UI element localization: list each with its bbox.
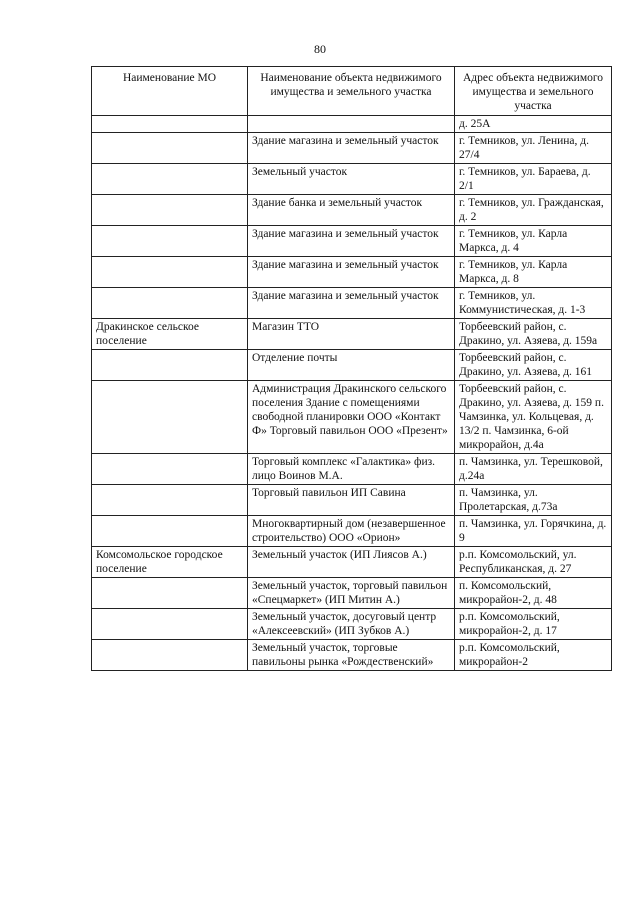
cell-mo (92, 195, 248, 226)
cell-object: Администрация Дракинского сельского поселения Здание с помещениями свободной планировки ООО «Контакт Ф» Торговый павильон ООО «Презент» (248, 381, 455, 454)
cell-address: Торбеевский район, с. Дракино, ул. Азяева, д. 161 (455, 350, 612, 381)
header-address: Адрес объекта недвижимого имущества и земельного участка (455, 67, 612, 116)
cell-mo (92, 288, 248, 319)
cell-object: Здание банка и земельный участок (248, 195, 455, 226)
cell-object: Земельный участок (ИП Лиясов А.) (248, 547, 455, 578)
cell-address: р.п. Комсомольский, ул. Республиканская, д. 27 (455, 547, 612, 578)
cell-object: Торговый павильон ИП Савина (248, 485, 455, 516)
cell-address: р.п. Комсомольский, микрорайон-2 (455, 640, 612, 671)
table-row (92, 454, 612, 485)
table-row (92, 195, 612, 226)
cell-mo (92, 381, 248, 454)
cell-address: г. Темников, ул. Ленина, д. 27/4 (455, 133, 612, 164)
table-row (92, 288, 612, 319)
table-row (92, 226, 612, 257)
cell-address: г. Темников, ул. Бараева, д. 2/1 (455, 164, 612, 195)
cell-object: Многоквартирный дом (незавершенное строительство) ООО «Орион» (248, 516, 455, 547)
cell-object: Здание магазина и земельный участок (248, 257, 455, 288)
cell-object: Здание магазина и земельный участок (248, 133, 455, 164)
table-header-row (92, 67, 612, 116)
table-row (92, 381, 612, 454)
cell-address: г. Темников, ул. Гражданская, д. 2 (455, 195, 612, 226)
cell-address: Торбеевский район, с. Дракино, ул. Азяева, д. 159 п. Чамзинка, ул. Кольцевая, д. 13/2 п. Чамзинка, 6-ой микрорайон, д.4а (455, 381, 612, 454)
property-table (91, 66, 612, 671)
cell-mo (92, 516, 248, 547)
cell-mo (92, 454, 248, 485)
cell-mo (92, 485, 248, 516)
cell-object: Магазин ТТО (248, 319, 455, 350)
cell-mo (92, 640, 248, 671)
cell-address: г. Темников, ул. Карла Маркса, д. 8 (455, 257, 612, 288)
table-row (92, 578, 612, 609)
cell-object (248, 116, 455, 133)
table-row (92, 485, 612, 516)
cell-object: Здание магазина и земельный участок (248, 288, 455, 319)
page-number: 80 (314, 42, 326, 56)
cell-address: г. Темников, ул. Карла Маркса, д. 4 (455, 226, 612, 257)
table-row (92, 547, 612, 578)
cell-object: Здание магазина и земельный участок (248, 226, 455, 257)
cell-mo (92, 578, 248, 609)
cell-mo: Дракинское сельское поселение (92, 319, 248, 350)
cell-mo (92, 116, 248, 133)
cell-object: Земельный участок, торговые павильоны рынка «Рождественский» (248, 640, 455, 671)
table-row (92, 257, 612, 288)
header-mo: Наименование МО (92, 67, 248, 116)
cell-mo (92, 133, 248, 164)
cell-address: п. Чамзинка, ул. Пролетарская, д.73а (455, 485, 612, 516)
cell-address: п. Чамзинка, ул. Терешковой, д.24а (455, 454, 612, 485)
cell-address: г. Темников, ул. Коммунистическая, д. 1-3 (455, 288, 612, 319)
cell-object: Земельный участок (248, 164, 455, 195)
table-row (92, 164, 612, 195)
cell-mo (92, 257, 248, 288)
cell-address: п. Комсомольский, микрорайон-2, д. 48 (455, 578, 612, 609)
table-row (92, 133, 612, 164)
cell-address: р.п. Комсомольский, микрорайон-2, д. 17 (455, 609, 612, 640)
cell-address: д. 25А (455, 116, 612, 133)
cell-address: Торбеевский район, с. Дракино, ул. Азяева, д. 159а (455, 319, 612, 350)
header-object: Наименование объекта недвижимого имущества и земельного участка (248, 67, 455, 116)
cell-mo (92, 164, 248, 195)
table-row (92, 609, 612, 640)
cell-mo (92, 609, 248, 640)
cell-object: Земельный участок, досуговый центр «Алексеевский» (ИП Зубков А.) (248, 609, 455, 640)
cell-mo (92, 350, 248, 381)
table-row (92, 350, 612, 381)
cell-object: Торговый комплекс «Галактика» физ. лицо Воинов М.А. (248, 454, 455, 485)
table-row (92, 516, 612, 547)
table-row (92, 116, 612, 133)
cell-mo: Комсомольское городское поселение (92, 547, 248, 578)
table-row (92, 319, 612, 350)
table-body (92, 116, 612, 671)
table-row (92, 640, 612, 671)
cell-address: п. Чамзинка, ул. Горячкина, д. 9 (455, 516, 612, 547)
cell-object: Земельный участок, торговый павильон «Спецмаркет» (ИП Митин А.) (248, 578, 455, 609)
cell-mo (92, 226, 248, 257)
cell-object: Отделение почты (248, 350, 455, 381)
